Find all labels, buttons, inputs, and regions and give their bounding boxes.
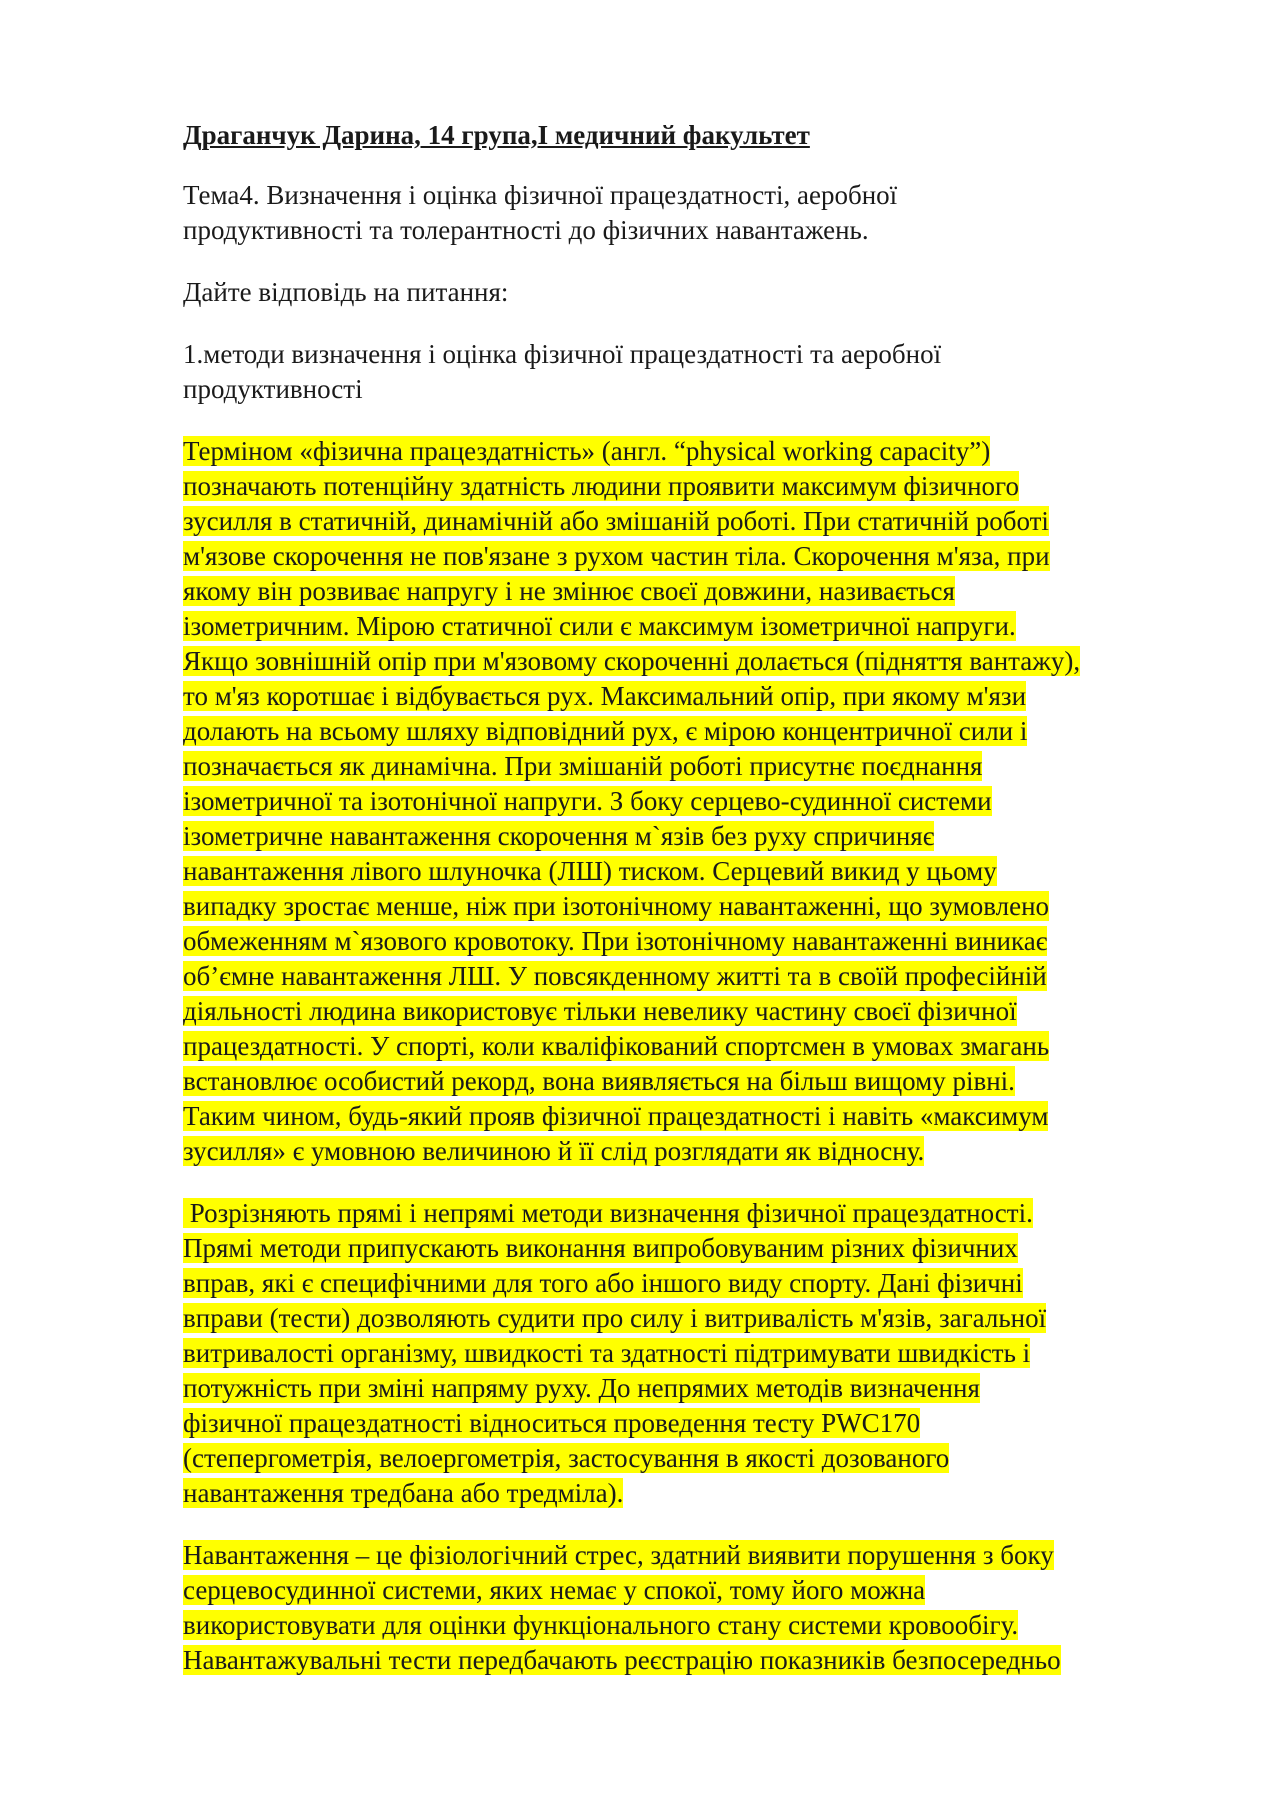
text-line-content: зусилля» є умовною величиною й її слід розглядати як відносну. bbox=[183, 1136, 925, 1166]
text-line-content: потужність при зміні напряму руху. До непрямих методів визначення bbox=[183, 1373, 980, 1403]
document-page bbox=[183, 118, 1203, 1705]
text-line-content: то м'яз коротшає і відбувається рух. Максимальний опір, при якому м'язи bbox=[183, 681, 1027, 711]
text-line-content: ізометричне навантаження скорочення м`язів без руху спричиняє bbox=[183, 821, 935, 851]
text-line bbox=[183, 889, 1203, 924]
text-line-content: позначається як динамічна. При змішаній роботі присутнє поєднання bbox=[183, 751, 983, 781]
text-line-content: навантаження лівого шлуночка (ЛШ) тиском. Серцевий викид у цьому bbox=[183, 856, 997, 886]
text-line bbox=[183, 609, 1203, 644]
text-line-content: якому він розвиває напругу і не змінює своєї довжини, називається bbox=[183, 576, 955, 606]
text-line bbox=[183, 1099, 1203, 1134]
text-line-content: м'язове скорочення не пов'язане з рухом частин тіла. Скорочення м'яза, при bbox=[183, 541, 1050, 571]
text-line-content: 1.методи визначення і оцінка фізичної працездатності та аеробної bbox=[183, 339, 942, 369]
text-line-content: використовувати для оцінки функціонального стану системи кровообігу. bbox=[183, 1610, 1019, 1640]
text-line-content: зусилля в статичній, динамічній або змішаній роботі. При статичній роботі bbox=[183, 506, 1049, 536]
text-line bbox=[183, 819, 1203, 854]
text-line bbox=[183, 1406, 1203, 1441]
topic-paragraph bbox=[183, 178, 1203, 248]
text-line-content: встановлює особистий рекорд, вона виявляється на більш вищому рівні. bbox=[183, 1066, 1015, 1096]
text-line bbox=[183, 1538, 1203, 1573]
text-line-content: Прямі методи припускають виконання випробовуваним різних фізичних bbox=[183, 1233, 1018, 1263]
text-line bbox=[183, 1064, 1203, 1099]
text-line bbox=[183, 924, 1203, 959]
text-line bbox=[183, 469, 1203, 504]
text-line bbox=[183, 1231, 1203, 1266]
text-line-content: ізометричним. Мірою статичної сили є максимум ізометричної напруги. bbox=[183, 611, 1016, 641]
text-line bbox=[183, 854, 1203, 889]
text-line-content: Терміном «фізична працездатність» (англ. “physical working capacity”) bbox=[183, 436, 991, 466]
text-line bbox=[183, 1134, 1203, 1169]
instruction-paragraph bbox=[183, 275, 1203, 310]
text-line bbox=[183, 644, 1203, 679]
text-line-content: Таким чином, будь-який прояв фізичної працездатності і навіть «максимум bbox=[183, 1101, 1049, 1131]
text-line bbox=[183, 178, 1203, 213]
text-line bbox=[183, 1573, 1203, 1608]
text-line-content: вправ, які є специфічними для того або іншого виду спорту. Дані фізичні bbox=[183, 1268, 1023, 1298]
question-paragraph bbox=[183, 337, 1203, 407]
text-line-content: ізометричної та ізотонічної напруги. З боку серцево-судинної системи bbox=[183, 786, 992, 816]
text-line-content: випадку зростає менше, ніж при ізотонічному навантаженні, що зумовлено bbox=[183, 891, 1050, 921]
text-line-content: долають на всьому шляху відповідний рух, є мірою концентричної сили і bbox=[183, 716, 1028, 746]
text-line bbox=[183, 1608, 1203, 1643]
text-line bbox=[183, 504, 1203, 539]
text-line bbox=[183, 959, 1203, 994]
text-line bbox=[183, 994, 1203, 1029]
text-line bbox=[183, 337, 1203, 372]
text-line-content: Розрізняють прямі і непрямі методи визначення фізичної працездатності. bbox=[183, 1198, 1033, 1228]
text-line bbox=[183, 1196, 1203, 1231]
answer-paragraph-physical-capacity bbox=[183, 434, 1203, 1169]
answer-paragraph-load-tests bbox=[183, 1538, 1203, 1678]
text-line bbox=[183, 1441, 1203, 1476]
text-line-content: Тема4. Визначення і оцінка фізичної працездатності, аеробної bbox=[183, 180, 898, 210]
text-line bbox=[183, 372, 1203, 407]
text-line bbox=[183, 1643, 1203, 1678]
text-line-content: об’ємне навантаження ЛШ. У повсякденному житті та в своїй професійній bbox=[183, 961, 1047, 991]
text-line bbox=[183, 749, 1203, 784]
text-line bbox=[183, 1371, 1203, 1406]
text-line-content: витривалості організму, швидкості та здатності підтримувати швидкість і bbox=[183, 1338, 1031, 1368]
text-line bbox=[183, 679, 1203, 714]
text-line-content: діяльності людина використовує тільки невелику частину своєї фізичної bbox=[183, 996, 1017, 1026]
text-line-content: Дайте відповідь на питання: bbox=[183, 277, 509, 307]
text-line bbox=[183, 784, 1203, 819]
text-line-content: серцевосудинної системи, яких немає у спокої, тому його можна bbox=[183, 1575, 926, 1605]
text-line-content: (степергометрія, велоергометрія, застосування в якості дозованого bbox=[183, 1443, 950, 1473]
text-line bbox=[183, 714, 1203, 749]
text-line bbox=[183, 434, 1203, 469]
text-line-content: навантаження тредбана або тредміла). bbox=[183, 1478, 624, 1508]
text-line-content: вправи (тести) дозволяють судити про силу і витривалість м'язів, загальної bbox=[183, 1303, 1047, 1333]
text-line-content: фізичної працездатності відноситься проведення тесту PWC170 bbox=[183, 1408, 921, 1438]
text-line bbox=[183, 1029, 1203, 1064]
text-line bbox=[183, 213, 1203, 248]
text-line-content: позначають потенційну здатність людини проявити максимум фізичного bbox=[183, 471, 1019, 501]
text-line bbox=[183, 1266, 1203, 1301]
text-line-content: обмеженням м`язового кровотоку. При ізотонічному навантаженні виникає bbox=[183, 926, 1048, 956]
text-line-content: Навантажувальні тести передбачають реєстрацію показників безпосередньо bbox=[183, 1645, 1061, 1675]
text-line bbox=[183, 1336, 1203, 1371]
answer-paragraph-methods bbox=[183, 1196, 1203, 1511]
text-line-content: продуктивності та толерантності до фізичних навантажень. bbox=[183, 215, 869, 245]
text-line bbox=[183, 574, 1203, 609]
text-line-content: Якщо зовнішній опір при м'язовому скороченні долається (підняття вантажу), bbox=[183, 646, 1081, 676]
text-line bbox=[183, 539, 1203, 574]
text-line-content: працездатності. У спорті, коли кваліфікований спортсмен в умовах змагань bbox=[183, 1031, 1050, 1061]
text-line bbox=[183, 1476, 1203, 1511]
text-line-content: продуктивності bbox=[183, 374, 363, 404]
text-line bbox=[183, 1301, 1203, 1336]
text-line-content: Навантаження – це фізіологічний стрес, здатний виявити порушення з боку bbox=[183, 1540, 1054, 1570]
text-line bbox=[183, 275, 1203, 310]
author-line: Драганчук Дарина, 14 група,І медичний факультет bbox=[183, 120, 810, 150]
